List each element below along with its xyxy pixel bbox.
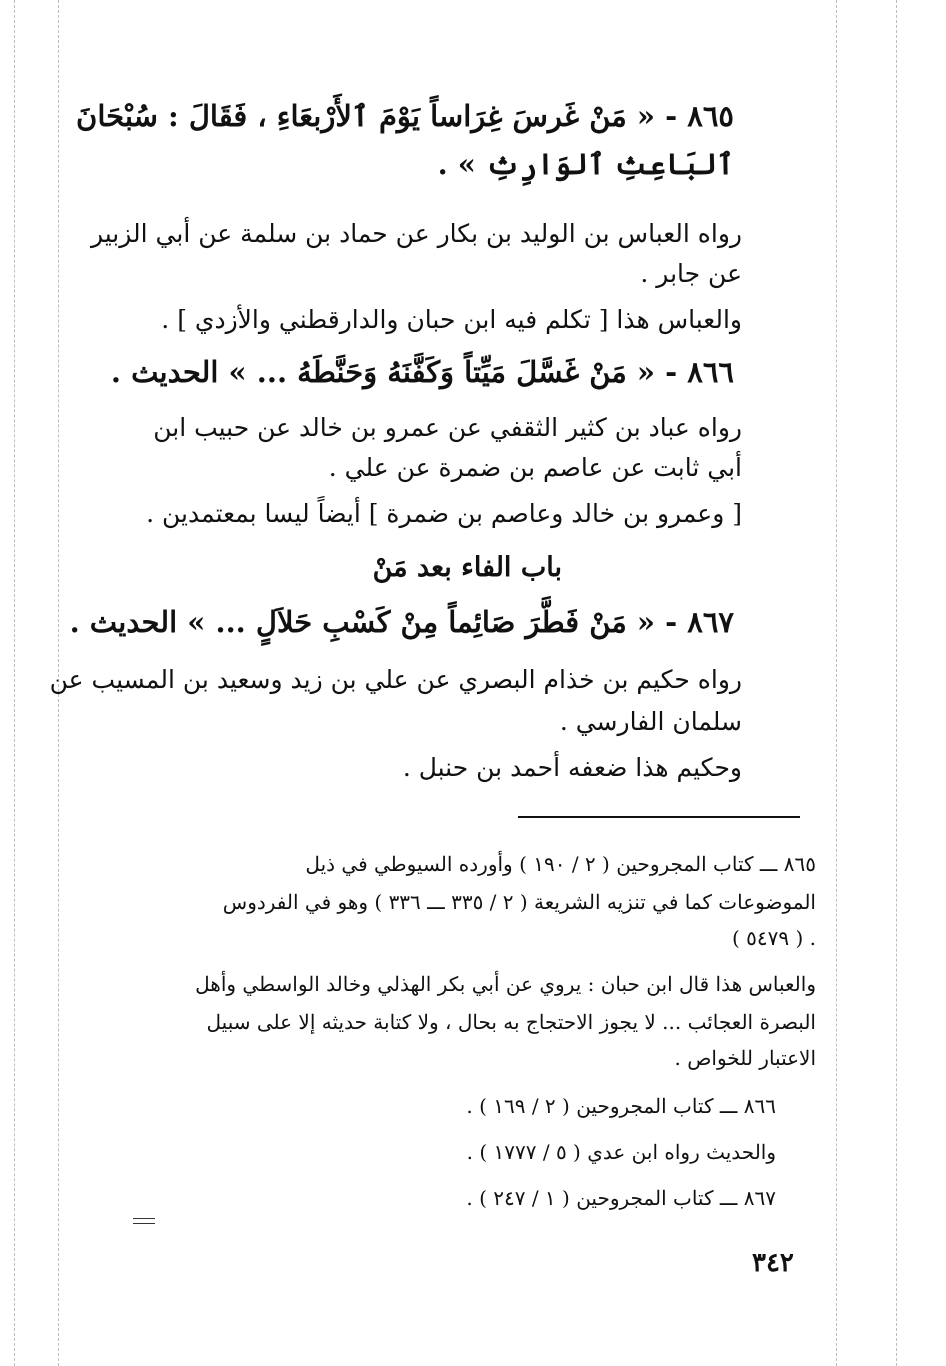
hadith-865-line-2: ٱلبَاعِثِ ٱلوَارِثِ » . [437, 147, 734, 181]
footnote-867: ٨٦٧ ـــ كتاب المجروحين ( ١ / ٢٤٧ ) . [466, 1186, 776, 1210]
narration-867-line-1: رواه حكيم بن خذام البصري عن علي بن زيد وسعيد بن المسيب عن [49, 665, 742, 694]
margin-mark [133, 1218, 155, 1224]
chapter-heading: باب الفاء بعد مَنْ [372, 552, 562, 583]
footnote-865b-line-2: البصرة العجائب ... لا يجوز الاحتجاج به بحال ، ولا كتابة حديثه إلا على سبيل [206, 1010, 816, 1034]
footnote-865-line-3: ( ٥٤٧٩ ) . [731, 926, 816, 950]
narration-865-line-1: رواه العباس بن الوليد بن بكار عن حماد بن سلمة عن أبي الزبير [90, 219, 742, 248]
footnote-866: ٨٦٦ ـــ كتاب المجروحين ( ٢ / ١٦٩ ) . [466, 1094, 776, 1118]
narration-866-line-2: أبي ثابت عن عاصم بن ضمرة عن علي . [328, 453, 742, 482]
footnote-separator [518, 816, 800, 818]
hadith-867-line-1: ٨٦٧ - « مَنْ فَطَّرَ صَائِماً مِنْ كَسْبِ حَلاَلٍ ... » الحديث . [69, 605, 734, 639]
footnote-866b: والحديث رواه ابن عدي ( ٥ / ١٧٧٧ ) . [466, 1140, 776, 1164]
scan-guide-line [14, 0, 15, 1366]
scan-guide-line [836, 0, 837, 1366]
footnote-865-line-2: الموضوعات كما في تنزيه الشريعة ( ٢ / ٣٣٥ ـــ ٣٣٦ ) وهو في الفردوس [222, 890, 816, 914]
narration-865-line-2: عن جابر . [640, 259, 742, 288]
footnote-865b-line-1: والعباس هذا قال ابن حبان : يروي عن أبي بكر الهذلي وخالد الواسطي وأهل [195, 972, 816, 996]
narration-867-line-3: وحكيم هذا ضعفه أحمد بن حنبل . [402, 753, 742, 782]
narration-866-line-3: [ وعمرو بن خالد وعاصم بن ضمرة ] أيضاً ليسا بمعتمدين . [146, 499, 742, 528]
hadith-866-line-1: ٨٦٦ - « مَنْ غَسَّلَ مَيِّتاً وَكَفَّنَهُ وَحَنَّطَهُ ... » الحديث . [110, 355, 734, 389]
footnote-865b-line-3: الاعتبار للخواص . [674, 1046, 816, 1070]
narration-865-line-3: والعباس هذا [ تكلم فيه ابن حبان والدارقطني والأزدي ] . [161, 305, 742, 334]
narration-866-line-1: رواه عباد بن كثير الثقفي عن عمرو بن خالد عن حبيب ابن [153, 413, 742, 442]
scan-guide-line [896, 0, 897, 1366]
narration-867-line-2: سلمان الفارسي . [559, 707, 742, 736]
footnote-865-line-1: ٨٦٥ ـــ كتاب المجروحين ( ٢ / ١٩٠ ) وأورده السيوطي في ذيل [305, 852, 816, 876]
page-number: ٣٤٢ [752, 1248, 794, 1278]
hadith-865-line-1: ٨٦٥ - « مَنْ غَرسَ غِرَاساً يَوْمَ ٱلأَرْبعَاءِ ، فَقَالَ : سُبْحَانَ [76, 99, 734, 133]
